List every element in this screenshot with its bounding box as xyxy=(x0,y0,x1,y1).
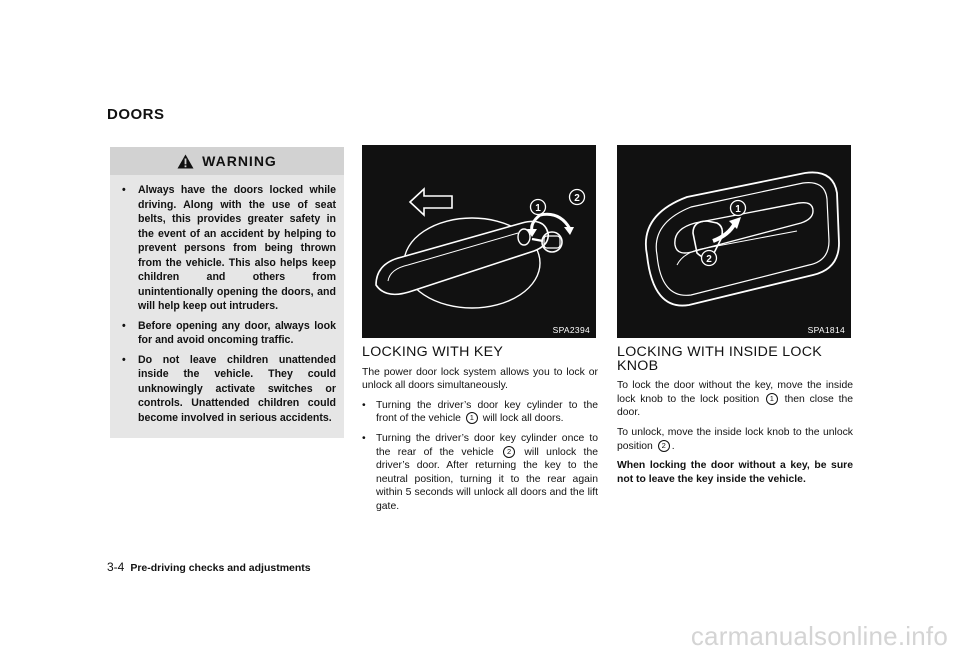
paragraph-text: then close the door. xyxy=(617,393,854,419)
bold-note: When locking the door without a key, be sure not to leave the key inside the vehicle. xyxy=(617,460,853,485)
figure-label-1: 1 xyxy=(735,204,741,215)
figure-code: SPA2394 xyxy=(552,325,590,335)
page-footer xyxy=(107,560,311,574)
figure-code: SPA1814 xyxy=(807,325,845,335)
locking-with-key-section xyxy=(362,346,598,520)
callout-number: 2 xyxy=(658,440,670,452)
callout-number: 1 xyxy=(466,412,478,424)
list-item xyxy=(362,432,598,514)
section-heading: LOCKING WITH INSIDE LOCK KNOB xyxy=(617,344,823,374)
figure-label-1: 1 xyxy=(535,203,541,214)
paragraph-text: To unlock, move the inside lock knob to the unlock position xyxy=(617,426,853,452)
bullet-text: will unlock the driver’s door. After returning the key to the neutral position, turning it to the rear again within 5 seconds will unlock all doors and the lift gate. xyxy=(376,446,599,512)
figure-door-key xyxy=(362,145,596,338)
paragraph-text: To lock the door without the key, move the inside lock knob to the lock position xyxy=(617,380,853,405)
figure-label-2: 2 xyxy=(706,254,712,265)
warning-item: • Do not leave children unattended inside the vehicle. They could unknowingly activate switches or controls. Unattended children could become involved in serious accidents. xyxy=(118,353,336,426)
bullet-text: Turning the driver’s door key cylinder to the front of the vehicle xyxy=(376,399,598,425)
bullet-text: will lock all doors. xyxy=(482,413,564,425)
paragraph-text: . xyxy=(671,440,675,452)
chapter-title: Pre-driving checks and adjustments xyxy=(130,562,311,574)
list-item xyxy=(362,399,598,426)
warning-heading: WARNING xyxy=(202,153,277,169)
section-title: DOORS xyxy=(107,106,165,123)
warning-header xyxy=(110,147,344,175)
figure-inside-knob xyxy=(617,145,851,338)
callout-number: 2 xyxy=(503,446,515,458)
watermark: carmanualsonline.info xyxy=(690,621,948,651)
locking-inside-knob-section xyxy=(617,346,853,492)
paragraph xyxy=(617,379,853,420)
warning-triangle-icon xyxy=(177,154,194,169)
figure-label-2: 2 xyxy=(574,193,580,204)
callout-number: 1 xyxy=(766,393,778,405)
door-handle-illustration xyxy=(362,145,596,338)
warning-box xyxy=(110,147,344,438)
paragraph xyxy=(617,426,853,453)
warning-item: • Always have the doors locked while driving. Along with the use of seat belts, this provides greater safety in the event of an accident by helping to prevent persons from being thrown from the vehicle. This also helps keep children and others from unintentionally opening the doors, and will help keep out intruders. xyxy=(118,183,336,314)
bullet-text: Turning the driver’s door key cylinder once to the rear of the vehicle xyxy=(376,432,598,458)
warning-list xyxy=(110,175,344,438)
section-heading: LOCKING WITH KEY xyxy=(362,344,504,360)
bullet-list xyxy=(362,399,598,514)
intro-paragraph: The power door lock system allows you to lock or unlock all doors simultaneously. xyxy=(362,366,598,392)
warning-item: • Before opening any door, always look for and avoid oncoming traffic. xyxy=(118,319,336,348)
inside-knob-illustration xyxy=(617,145,851,338)
page-number: 3-4 xyxy=(107,560,125,574)
